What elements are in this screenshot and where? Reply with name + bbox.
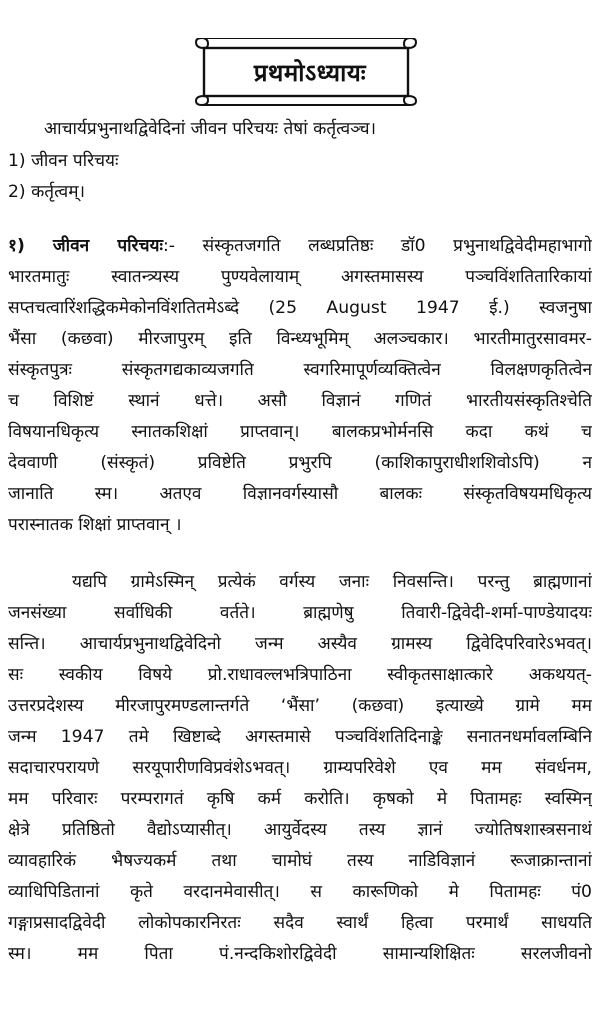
paragraph-line: व्याधिपिडितानां कृते वरदानमेवासीत्। स कारूणिको मे पितामहः पं0: [8, 882, 592, 902]
chapter-title: प्रथमोऽध्यायः: [253, 59, 367, 87]
paragraph-line: जनसंख्या सर्वाधिकी वर्तते। ब्राह्मणेषु तिवारी-द्विवेदी-शर्मा-पाण्डेयादयः: [8, 603, 592, 623]
paragraph-line: देववाणी (संस्कृतं) प्रविष्टेति प्रभुरपि (काशिकापुराधीशशिवोऽपि) न: [8, 453, 592, 473]
paragraph-line: स्म। मम पिता पं.नन्दकिशोरद्विवेदी सामान्यशिक्षितः सरलजीवनो: [8, 944, 592, 964]
paragraph-line: मम परिवारः परम्परागतं कृषि कर्म करोति। कृषको मे पितामहः स्वस्मिन्: [8, 789, 592, 809]
section-heading: १) जीवन परिचयः: [8, 236, 163, 256]
paragraph-line: च विशिष्टं स्थानं धत्ते। असौ विज्ञानं गणितं भारतीयसंस्कृतिश्चेति: [8, 391, 592, 411]
paragraph-line: सः स्वकीय विषये प्रो.राधावल्लभत्रिपाठिना स्वीकृतसाक्षात्कारे अकथयत्-: [8, 665, 592, 685]
paragraph-line: उत्तरप्रदेशस्य मीरजापुरमण्डलान्तर्गते ‘भैंसा’ (कछवा) इत्याख्ये ग्रामे मम: [8, 696, 592, 716]
paragraph-line: सप्तचत्वारिंशद्धिकमेकोनविंशतितमेऽब्दे (25 August 1947 ई.) स्वजनुषा: [8, 298, 592, 318]
paragraph-line: परास्नातक शिक्षां प्राप्तवान् ।: [8, 515, 182, 535]
paragraph-line: सदाचारपरायणे सरयूपारीणविप्रवंशेऽभवत्। ग्राम्यपरिवेशे एव मम संवर्धनम,: [8, 758, 592, 778]
paragraph-line: व्यावहारिकं भैषज्यकर्म तथा चामोघं तस्य नाडिविज्ञानं रूजाक्रान्तानां: [8, 851, 592, 871]
paragraph-line: विषयानधिकृत्य स्नातकशिक्षां प्राप्तवान्। बालकप्रभोर्मनसि कदा कथं च: [8, 422, 592, 442]
paragraph-line: गङ्गाप्रसादद्विवेदी लोकोपकारनिरतः सदैव स्वार्थं हित्वा परमार्थं साधयति: [8, 913, 592, 933]
paragraph-line: १) जीवन परिचयः:- संस्कृतजगति लब्धप्रतिष्ठः डॉ0 प्रभुनाथद्विवेदीमहाभागो: [8, 236, 592, 256]
topic-item: 1) जीवन परिचयः: [8, 151, 119, 171]
chapter-banner: [190, 38, 422, 106]
paragraph-line: भैंसा (कछवा) मीरजापुरम् इति विन्ध्यभूमिम् अलञ्चकार। भारतीमातुरसावमर-: [8, 329, 592, 349]
paragraph-line: जन्म 1947 तमे खिष्टाब्दे अगस्तमासे पञ्चविंशतिदिनाङ्के सनातनधर्मावलम्बिनि: [8, 727, 592, 747]
paragraph-line: संस्कृतपुत्रः संस्कृतगद्यकाव्यजगति स्वगरिमापूर्णव्यक्तित्वेन विलक्षणकृतित्वेन: [8, 360, 592, 380]
paragraph-line: सन्ति। आचार्यप्रभुनाथद्विवेदिनो जन्म अस्यैव ग्रामस्य द्विवेदिपरिवारेऽभवत्।: [8, 634, 592, 654]
paragraph-line: जानाति स्म। अतएव विज्ञानवर्गस्यासौ बालकः संस्कृतविषयमधिकृत्य: [8, 484, 592, 504]
chapter-subtitle: आचार्यप्रभुनाथद्विवेदिनां जीवन परिचयः तेषां कर्तृत्वञ्च।: [44, 119, 377, 139]
paragraph-line: यद्यपि ग्रामेऽस्मिन् प्रत्येकं वर्गस्य जनाः निवसन्ति। परन्तु ब्राह्मणानां: [72, 572, 592, 592]
paragraph-line: भारतमातुः स्वातन्त्र्यस्य पुण्यवेलायाम् अगस्तमासस्य पञ्चविंशतितारिकायां: [8, 267, 592, 287]
topic-item: 2) कर्तृत्वम्।: [8, 182, 86, 202]
paragraph-line: क्षेत्रे प्रतिष्ठितो वैद्योऽप्यासीत्। आयुर्वेदस्य तस्य ज्ञानं ज्योतिषशास्त्रसनाथं: [8, 820, 592, 840]
